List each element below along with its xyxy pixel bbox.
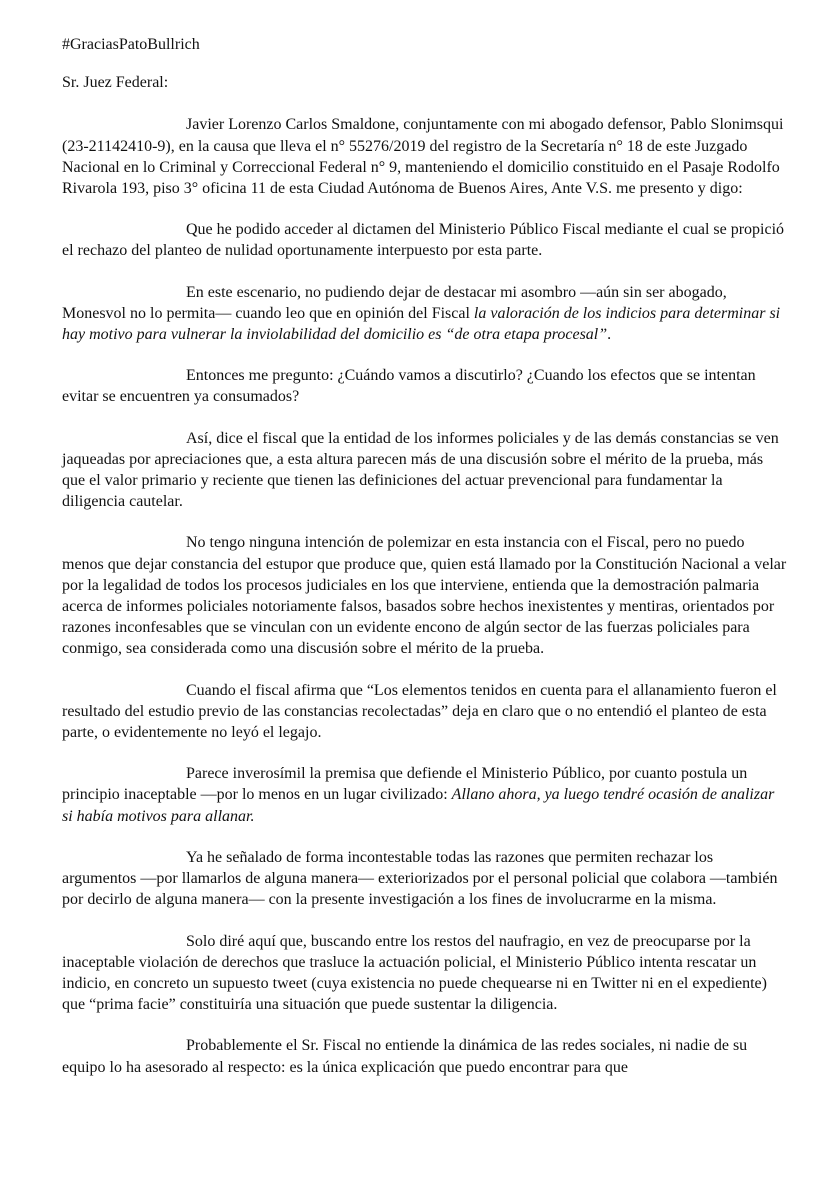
italic-quote: la valoración de los indicios para determinar si hay motivo para vulnerar la inviolabilidad del domicilio es “de otra etapa procesal” — [62, 304, 781, 344]
paragraph-allanamiento: Cuando el fiscal afirma que “Los elementos tenidos en cuenta para el allanamiento fueron el resultado del estudio previo de las constancias recolectadas” deja en claro que o no entendió el planteo de esta parte, o evidentemente no leyó el legajo. — [62, 681, 777, 742]
hashtag-heading: #GraciasPatoBullrich — [62, 36, 200, 53]
italic-quote: Allano ahora, ya luego tendré ocasión de analizar si había motivos para allanar. — [62, 786, 775, 825]
paragraph-redes-sociales: Probablemente el Sr. Fiscal no entiende la dinámica de las redes sociales, ni nadie de su equipo lo ha asesorado al respecto: es la única explicación que puedo encontrar para que — [62, 1037, 748, 1076]
paragraph-presentation: Javier Lorenzo Carlos Smaldone, conjuntamente con mi abogado defensor, Pablo Slonimsqui (23-21142410-9), en la causa que lleva el n° 55276/2019 del registro de la Secretaría n° 18 de este Juzgado Nacional en lo Criminal y Correccional Federal n° 9, manteniendo el domicilio constituido en el Pasaje Rodolfo Rivarola 193, piso 3° oficina 11 de esta Ciudad Autónoma de Buenos Aires, Ante V.S. me presento y digo: — [62, 116, 784, 198]
paragraph-premisa: Parece inverosímil la premisa que defiende el Ministerio Público, por cuanto postula un principio inaceptable —por lo menos en un lugar civilizado: Allano ahora, ya luego tendré ocasión de analizar si había motivos para allanar. — [62, 765, 775, 825]
salutation: Sr. Juez Federal: — [62, 74, 169, 92]
paragraph-asombro: En este escenario, no pudiendo dejar de destacar mi asombro —aún sin ser abogado, Monesvol no lo permita— cuando leo que en opinión del Fiscal la valoración de los indicios para determinar si hay motivo para vulnerar la inviolabilidad del domicilio es “de otra etapa procesal”. — [62, 283, 781, 344]
paragraph-polemizar: No tengo ninguna intención de polemizar en esta instancia con el Fiscal, pero no puedo menos que dejar constancia del estupor que produce que, quien está llamado por la Constitución Nacional a velar por la legalidad de todos los procesos judiciales en los que interviene, entienda que la demostración palmaria acerca de informes policiales notoriamente falsos, basados sobre hechos inexistentes y mentiras, orientados por razones inconfesables que se vinculan con un evidente encono de algún sector de las fuerzas policiales para conmigo, sea considerada como una discusión sobre el mérito de la prueba. — [62, 534, 787, 658]
document-page — [62, 34, 787, 1098]
paragraph-pregunta: Entonces me pregunto: ¿Cuándo vamos a discutirlo? ¿Cuando los efectos que se intentan evitar se encuentren ya consumados? — [62, 367, 756, 406]
paragraph-argumentos: Ya he señalado de forma incontestable todas las razones que permiten rechazar los argumentos —por llamarlos de alguna manera— exteriorizados por el personal policial que colabora —también por decirlo de alguna manera— con la presente investigación a los fines de involucrarme en la misma. — [62, 848, 778, 909]
paragraph-dictamen: Que he podido acceder al dictamen del Ministerio Público Fiscal mediante el cual se propició el rechazo del planteo de nulidad oportunamente interpuesto por esta parte. — [62, 221, 785, 260]
paragraph-tweet: Solo diré aquí que, buscando entre los restos del naufragio, en vez de preocuparse por la inaceptable violación de derechos que trasluce la actuación policial, el Ministerio Público intenta rescatar un indicio, en concreto un supuesto tweet (cuya existencia no puede chequearse ni en Twitter ni en el expediente) que “prima facie” constituiría una situación que puede sustentar la diligencia. — [62, 932, 767, 1014]
paragraph-informes: Así, dice el fiscal que la entidad de los informes policiales y de las demás constancias se ven jaqueadas por apreciaciones que, a esta altura parecen más de una discusión sobre el mérito de la prueba, más que el valor primario y reciente que tienen las definiciones del actuar prevencional para fundamentar la diligencia cautelar. — [62, 429, 779, 511]
